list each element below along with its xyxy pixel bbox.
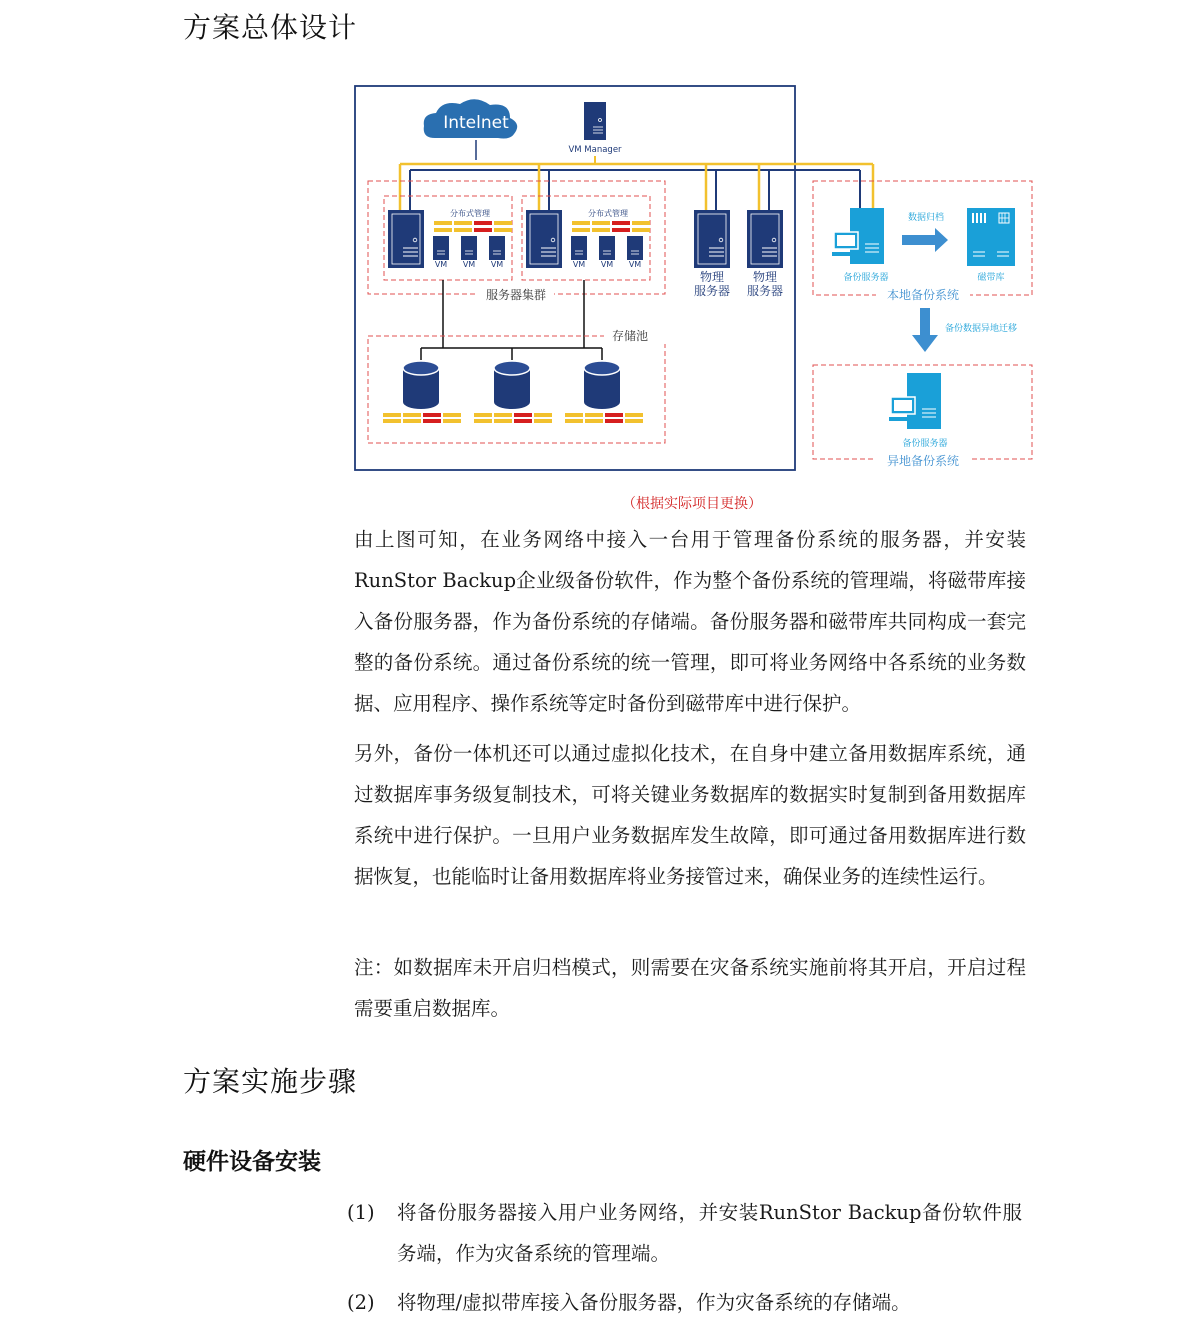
local-backup-label: 本地备份系统: [886, 288, 960, 302]
vm-icon: [489, 236, 505, 260]
arrow-down-icon: [912, 308, 938, 352]
server-cluster-label: 服务器集群: [485, 288, 547, 302]
paragraph-1: 由上图可知，在业务网络中接入一台用于管理备份系统的服务器，并安装RunStor Backup企业级备份软件，作为整个备份系统的管理端，将磁带库接入备份服务器，作为备份系统的存储端。备份服务器和磁带库共同构成一套完整的备份系统。通过备份系统的统一管理，即可将业务网络中各系统的业务数据、应用程序、操作系统等定时备份到磁带库中进行保护。: [354, 528, 1026, 715]
diagram-caption: （根据实际项目更换）: [622, 496, 762, 512]
distributed-mgmt-label-2: 分布式管理: [588, 209, 628, 218]
physical-server-2-icon: [747, 210, 783, 268]
internet-label: Intelnet: [443, 113, 509, 133]
offsite-backup-server-icon: [889, 373, 941, 429]
vm-label: VM: [600, 260, 614, 269]
offsite-migration-label: 备份数据异地迁移: [945, 324, 1018, 334]
arrow-right-icon: [902, 228, 948, 252]
list-item-text: 将物理/虚拟带库接入备份服务器，作为灾备系统的存储端。: [397, 1291, 911, 1314]
list-item-text: 将备份服务器接入用户业务网络，并安装RunStor Backup备份软件服务端，作为灾备系统的管理端。: [397, 1201, 1022, 1265]
section-heading-overall-design: 方案总体设计: [183, 11, 358, 44]
physical-server-1-label-line2: 服务器: [693, 284, 731, 298]
data-archive-label: 数据归档: [907, 213, 945, 223]
storage-pool-label: 存储池: [611, 329, 649, 343]
storage-disk-1-icon: [403, 361, 439, 409]
vm-icon: [571, 236, 587, 260]
physical-server-2-label-line2: 服务器: [746, 284, 784, 298]
vm-icon: [599, 236, 615, 260]
vm-label: VM: [628, 260, 642, 269]
backup-server-label: 备份服务器: [843, 273, 889, 283]
list-item-number: (2): [347, 1291, 375, 1314]
offsite-backup-label: 异地备份系统: [886, 454, 960, 468]
vm-icon: [627, 236, 643, 260]
subsection-heading-hardware-install: 硬件设备安装: [183, 1149, 321, 1175]
vm-icon: [461, 236, 477, 260]
backup-server-icon: [832, 208, 884, 264]
section-heading-implementation-steps: 方案实施步骤: [183, 1065, 358, 1098]
architecture-diagram: [350, 80, 1040, 475]
paragraph-2: 另外，备份一体机还可以通过虚拟化技术，在自身中建立备用数据库系统，通过数据库事务级复制技术，可将关键业务数据库的数据实时复制到备用数据库系统中进行保护。一旦用户业务数据库发生故障，即可通过备用数据库进行数据恢复，也能临时让备用数据库将业务接管过来，确保业务的连续性运行。: [354, 742, 1026, 888]
tape-library-label: 磁带库: [977, 273, 1005, 283]
storage-disk-2-icon: [494, 361, 530, 409]
vm-label: VM: [572, 260, 586, 269]
cluster-host-1-icon: [388, 210, 424, 268]
tape-library-icon: [967, 208, 1015, 266]
list-item-number: (1): [347, 1201, 375, 1224]
vm-manager-label: VM Manager: [568, 145, 622, 155]
vm-label: VM: [490, 260, 504, 269]
offsite-backup-server-label: 备份服务器: [902, 439, 948, 449]
vm-label: VM: [462, 260, 476, 269]
physical-server-2-label-line1: 物理: [752, 270, 778, 284]
vm-label: VM: [434, 260, 448, 269]
storage-disk-3-icon: [584, 361, 620, 409]
distributed-mgmt-label-1: 分布式管理: [450, 209, 490, 218]
cluster-host-2-icon: [526, 210, 562, 268]
physical-server-1-icon: [694, 210, 730, 268]
vm-manager-server-icon: [584, 102, 606, 140]
vm-icon: [433, 236, 449, 260]
physical-server-1-label-line1: 物理: [699, 270, 725, 284]
paragraph-note: 注：如数据库未开启归档模式，则需要在灾备系统实施前将其开启，开启过程需要重启数据库。: [354, 956, 1026, 1020]
